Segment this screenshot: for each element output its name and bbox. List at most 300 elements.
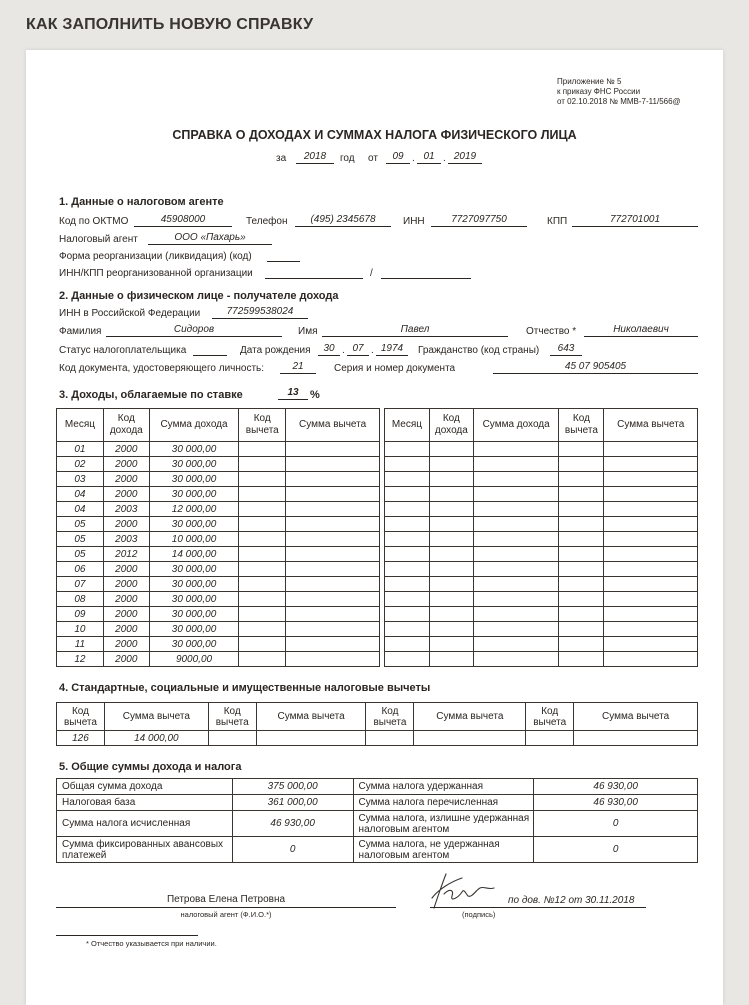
table-cell: 05 [57,547,104,562]
footnote-line [56,935,198,936]
col-header: Сумма вычета [256,703,366,731]
deductions-table [56,702,698,746]
section2-title: 2. Данные о физическом лице - получателе дохода [59,290,339,302]
total-label: Сумма налога перечисленная [353,795,534,811]
col-header: Код вычета [366,703,414,731]
table-cell [604,592,698,607]
table-cell: 05 [57,517,104,532]
kpp-value: 772701001 [572,214,698,227]
col-header: Месяц [385,409,430,442]
table-cell: 04 [57,502,104,517]
date-month: 01 [417,151,441,164]
name-label: Имя [298,326,318,337]
table-cell [473,637,559,652]
table-cell [239,547,286,562]
inn-value: 7727097750 [431,214,527,227]
table-cell [559,562,604,577]
table-cell [239,607,286,622]
ot-label: от [368,153,378,164]
table-cell [604,442,698,457]
table-cell: 05 [57,532,104,547]
banner-title: КАК ЗАПОЛНИТЬ НОВУЮ СПРАВКУ [26,16,314,33]
table-cell: 2000 [103,637,149,652]
table-row [385,562,698,577]
table-cell [239,487,286,502]
date-year: 2019 [448,151,482,164]
patronymic-value: Николаевич [584,324,698,337]
status-label: Статус налогоплательщика [59,345,187,356]
doc-series-value: 45 07 905405 [493,361,698,374]
table-cell [385,607,430,622]
total-value: 0 [534,837,698,863]
table-cell [473,532,559,547]
reorg-label: Форма реорганизации (ликвидация) (код) [59,251,252,262]
table-cell [414,731,526,746]
oktmo-value: 45908000 [134,214,232,227]
table-cell: 10 [57,622,104,637]
signature-line [430,907,646,908]
table-cell: 30 000,00 [149,457,239,472]
col-header: Код вычета [559,409,604,442]
table-row [57,532,380,547]
table-cell [286,457,380,472]
table-cell [429,622,473,637]
reorg-value [267,249,300,262]
table-cell: 30 000,00 [149,442,239,457]
date-day: 09 [386,151,410,164]
dot-separator: . [443,153,446,164]
table-cell: 30 000,00 [149,562,239,577]
table-cell [429,592,473,607]
table-cell [239,457,286,472]
table-cell [239,592,286,607]
total-value: 46 930,00 [534,795,698,811]
col-header: Сумма вычета [286,409,380,442]
reorg-kpp-value [381,266,471,279]
table-row [385,487,698,502]
birth-day: 30 [318,343,340,356]
dot-separator: . [342,345,345,356]
table-cell: 30 000,00 [149,472,239,487]
name-value: Павел [322,324,508,337]
citizenship-label: Гражданство (код страны) [418,345,540,356]
table-cell: 30 000,00 [149,592,239,607]
table-cell: 12 [57,652,104,667]
table-cell: 04 [57,487,104,502]
status-value [193,343,227,356]
table-row [57,607,380,622]
table-cell [604,532,698,547]
appendix-block [557,77,681,107]
col-header: Код дохода [103,409,149,442]
table-cell: 2000 [103,517,149,532]
dot-separator: . [371,345,374,356]
table-cell [385,517,430,532]
col-header: Код дохода [429,409,473,442]
table-cell [604,517,698,532]
table-cell: 9000,00 [149,652,239,667]
appendix-line: от 02.10.2018 № ММВ-7-11/566@ [557,97,681,106]
table-cell [429,442,473,457]
table-cell: 10 000,00 [149,532,239,547]
table-cell [286,622,380,637]
table-row [57,562,380,577]
col-header: Сумма дохода [473,409,559,442]
inn-label: ИНН [403,216,425,227]
income-table-left [56,408,380,667]
table-cell [239,517,286,532]
table-row [57,637,380,652]
reorg-inn-label: ИНН/КПП реорганизованной организации [59,268,253,279]
total-label: Сумма налога удержанная [353,779,534,795]
table-cell [286,637,380,652]
surname-value: Сидоров [106,324,282,337]
agent-value: ООО «Пахарь» [148,232,272,245]
table-cell [473,502,559,517]
table-cell [559,442,604,457]
table-cell [385,547,430,562]
god-label: год [340,153,355,164]
table-cell [604,472,698,487]
report-year: 2018 [296,151,334,164]
table-cell: 03 [57,472,104,487]
table-cell [286,547,380,562]
table-row [385,517,698,532]
table-cell [385,502,430,517]
table-cell [385,622,430,637]
table-row [385,592,698,607]
table-row [57,837,698,863]
table-cell [429,472,473,487]
table-cell [473,607,559,622]
banner [0,0,749,50]
table-cell [429,652,473,667]
table-cell [429,532,473,547]
table-cell [559,577,604,592]
total-value: 0 [232,837,353,863]
table-row [57,779,698,795]
table-cell: 2000 [103,577,149,592]
total-value: 0 [534,811,698,837]
table-cell [473,457,559,472]
total-label: Налоговая база [57,795,233,811]
table-cell: 2000 [103,457,149,472]
table-cell [286,472,380,487]
percent-sign: % [310,389,320,401]
table-row [57,502,380,517]
table-row [385,637,698,652]
table-cell: 2000 [103,592,149,607]
phone-label: Телефон [246,216,288,227]
table-cell: 01 [57,442,104,457]
table-cell: 14 000,00 [149,547,239,562]
doc-code-value: 21 [280,361,316,374]
col-header: Месяц [57,409,104,442]
table-cell: 30 000,00 [149,607,239,622]
table-cell [286,532,380,547]
table-cell [429,577,473,592]
table-row [57,547,380,562]
table-cell: 14 000,00 [104,731,208,746]
col-header: Сумма дохода [149,409,239,442]
table-cell [286,442,380,457]
slash-separator: / [370,268,373,279]
table-cell [473,652,559,667]
table-row [385,457,698,472]
table-row [385,532,698,547]
table-row [57,811,698,837]
table-cell [385,532,430,547]
table-cell: 06 [57,562,104,577]
table-cell [559,652,604,667]
table-row [385,622,698,637]
col-header: Код вычета [239,409,286,442]
table-cell [604,487,698,502]
doc-code-label: Код документа, удостоверяющего личность: [59,363,265,374]
table-cell [429,562,473,577]
table-cell [559,517,604,532]
total-label: Сумма фиксированных авансовых платежей [57,837,233,863]
table-cell [559,547,604,562]
table-cell: 08 [57,592,104,607]
table-cell: 2003 [103,502,149,517]
table-cell [604,622,698,637]
za-label: за [276,153,287,164]
table-row [385,577,698,592]
col-header: Код вычета [57,703,105,731]
table-cell [256,731,366,746]
table-row [57,592,380,607]
table-row [57,472,380,487]
table-cell [385,562,430,577]
table-cell [286,592,380,607]
col-header: Сумма вычета [414,703,526,731]
patronymic-label: Отчество * [526,326,577,337]
table-cell [239,622,286,637]
table-cell [286,607,380,622]
table-cell [239,577,286,592]
table-cell [239,472,286,487]
birth-label: Дата рождения [240,345,311,356]
phone-value: (495) 2345678 [295,214,391,227]
doc-series-label: Серия и номер документа [334,363,456,374]
table-cell [559,592,604,607]
table-cell [208,731,256,746]
table-cell: 2000 [103,562,149,577]
table-cell [385,577,430,592]
table-cell [429,457,473,472]
table-cell [385,442,430,457]
table-cell [385,487,430,502]
col-header: Сумма вычета [604,409,698,442]
appendix-line: к приказу ФНС России [557,87,641,96]
table-cell: 30 000,00 [149,622,239,637]
table-cell [559,637,604,652]
table-cell [239,652,286,667]
table-cell: 12 000,00 [149,502,239,517]
table-cell [473,487,559,502]
agent-name-line [56,907,396,908]
table-cell [473,592,559,607]
table-cell [559,502,604,517]
table-row [385,442,698,457]
agent-label: Налоговый агент [59,234,138,245]
dot-separator: . [412,153,415,164]
total-label: Сумма налога исчисленная [57,811,233,837]
table-cell [559,607,604,622]
total-label: Сумма налога, не удержанная налоговым агентом [353,837,534,863]
table-row [385,502,698,517]
table-cell [604,652,698,667]
table-row [57,457,380,472]
table-cell [604,547,698,562]
table-cell [473,517,559,532]
table-cell [604,607,698,622]
table-cell [604,577,698,592]
table-row [57,487,380,502]
appendix-line: Приложение № 5 [557,77,622,86]
table-cell [366,731,414,746]
table-cell [559,487,604,502]
table-cell [385,652,430,667]
table-row [385,472,698,487]
table-cell [473,547,559,562]
table-cell [559,532,604,547]
document-title: СПРАВКА О ДОХОДАХ И СУММАХ НАЛОГА ФИЗИЧЕСКОГО ЛИЦА [172,128,577,142]
table-cell: 07 [57,577,104,592]
table-row [57,517,380,532]
table-cell [604,637,698,652]
table-row [57,731,698,746]
table-cell [385,457,430,472]
table-cell [239,532,286,547]
table-cell [559,457,604,472]
table-cell [239,637,286,652]
table-cell [239,562,286,577]
table-cell [574,731,698,746]
birth-year: 1974 [376,343,408,356]
total-label: Сумма налога, излишне удержанная налоговым агентом [353,811,534,837]
table-cell [286,562,380,577]
tax-rate: 13 [278,387,308,400]
table-cell [604,562,698,577]
col-header: Сумма вычета [104,703,208,731]
table-row [57,795,698,811]
total-value: 46 930,00 [534,779,698,795]
table-cell: 09 [57,607,104,622]
table-cell [239,502,286,517]
table-cell [286,577,380,592]
table-cell: 2000 [103,652,149,667]
table-cell [559,472,604,487]
table-cell [286,517,380,532]
totals-table [56,778,698,863]
total-value: 46 930,00 [232,811,353,837]
table-cell [286,502,380,517]
table-cell [604,502,698,517]
table-cell: 02 [57,457,104,472]
total-value: 361 000,00 [232,795,353,811]
kpp-label: КПП [547,216,568,227]
agent-caption: налоговый агент (Ф.И.О.*) [180,910,272,919]
table-cell [604,457,698,472]
table-cell [526,731,574,746]
table-cell: 2000 [103,607,149,622]
section5-title: 5. Общие суммы дохода и налога [59,761,242,773]
total-label: Общая сумма дохода [57,779,233,795]
table-cell [286,652,380,667]
table-cell [385,637,430,652]
document-sheet [26,50,723,1005]
birth-month: 07 [347,343,369,356]
person-inn-label: ИНН в Российской Федерации [59,308,201,319]
table-row [57,622,380,637]
table-row [385,607,698,622]
table-cell [429,502,473,517]
agent-name: Петрова Елена Петровна [166,894,286,905]
table-row [385,547,698,562]
col-header: Код вычета [526,703,574,731]
table-cell: 2000 [103,472,149,487]
surname-label: Фамилия [59,326,102,337]
table-cell: 2000 [103,487,149,502]
table-cell: 2012 [103,547,149,562]
table-cell: 30 000,00 [149,577,239,592]
table-cell: 11 [57,637,104,652]
table-cell [473,577,559,592]
income-table-right [384,408,698,667]
power-of-attorney: по дов. №12 от 30.11.2018 [508,895,635,906]
table-row [57,577,380,592]
section4-title: 4. Стандартные, социальные и имущественные налоговые вычеты [59,682,431,694]
section1-title: 1. Данные о налоговом агенте [59,196,224,208]
table-cell: 2003 [103,532,149,547]
table-cell [473,472,559,487]
table-cell [429,487,473,502]
table-cell [429,517,473,532]
table-cell: 2000 [103,622,149,637]
table-row [57,442,380,457]
oktmo-label: Код по ОКТМО [59,216,129,227]
col-header: Сумма вычета [574,703,698,731]
citizenship-value: 643 [550,343,582,356]
table-cell: 30 000,00 [149,487,239,502]
signature-caption: (подпись) [462,910,496,919]
total-value: 375 000,00 [232,779,353,795]
table-cell: 126 [57,731,105,746]
col-header: Код вычета [208,703,256,731]
person-inn-value: 772599538024 [212,306,308,319]
table-cell [286,487,380,502]
reorg-inn-value [265,266,363,279]
table-cell [239,442,286,457]
table-cell [429,547,473,562]
table-cell [473,442,559,457]
table-cell [559,622,604,637]
table-cell: 30 000,00 [149,637,239,652]
table-cell [473,622,559,637]
table-cell [385,472,430,487]
table-row [385,652,698,667]
table-cell: 30 000,00 [149,517,239,532]
table-cell [385,592,430,607]
table-row [57,652,380,667]
footnote: * Отчество указывается при наличии. [86,939,217,948]
table-cell [473,562,559,577]
table-cell [429,637,473,652]
table-cell [429,607,473,622]
section3-title: 3. Доходы, облагаемые по ставке [59,389,243,401]
